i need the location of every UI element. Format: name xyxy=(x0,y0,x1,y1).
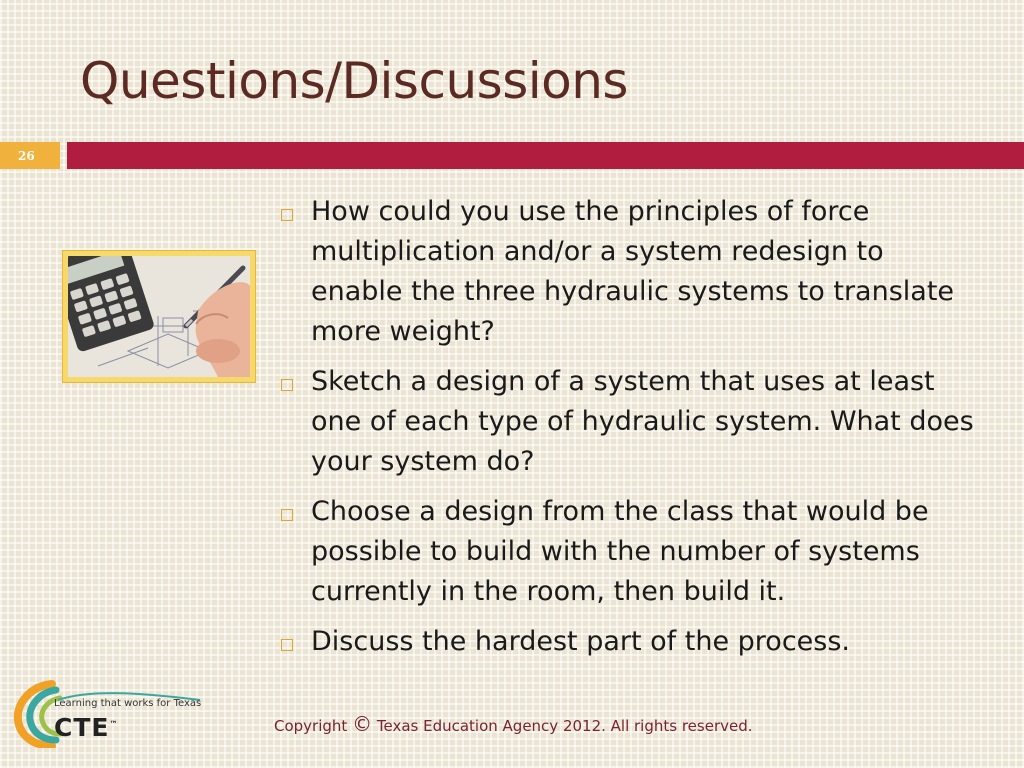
square-bullet-icon xyxy=(281,379,293,391)
logo-text xyxy=(54,713,118,742)
slide-number xyxy=(0,142,60,169)
list-item xyxy=(278,622,978,662)
list-item xyxy=(278,362,978,482)
hand-writing-with-calculator-photo xyxy=(68,256,250,377)
square-bullet-icon xyxy=(281,209,293,221)
list-item xyxy=(278,192,978,352)
list-item-text: Choose a design from the class that would be possible to build with the number of systems currently in the room, then build it. xyxy=(311,496,929,607)
trademark-symbol: ™ xyxy=(109,719,119,729)
logo-tagline: Learning that works for Texas xyxy=(54,698,202,709)
square-bullet-icon xyxy=(281,639,293,651)
logo-name: CTE xyxy=(54,713,110,742)
slide-title: Questions/Discussions xyxy=(80,52,628,110)
slide-number-text: 26 xyxy=(18,148,35,163)
square-bullet-icon xyxy=(281,509,293,521)
copyright-symbol: © xyxy=(352,712,373,736)
title-divider-bar xyxy=(67,142,1024,169)
list-item xyxy=(278,492,978,612)
list-item-text: Sketch a design of a system that uses at least one of each type of hydraulic system. What does your system do? xyxy=(311,366,974,477)
list-item-text: Discuss the hardest part of the process. xyxy=(311,626,850,657)
bullet-list xyxy=(278,192,978,672)
copyright-text: Texas Education Agency 2012. All rights reserved. xyxy=(376,717,753,735)
illustration-frame xyxy=(62,250,256,383)
copyright-footer xyxy=(274,712,753,736)
illustration-svg xyxy=(68,256,250,377)
copyright-prefix: Copyright xyxy=(274,717,348,735)
list-item-text: How could you use the principles of force multiplication and/or a system redesign to enable the three hydraulic systems to translate more weight? xyxy=(311,196,955,347)
